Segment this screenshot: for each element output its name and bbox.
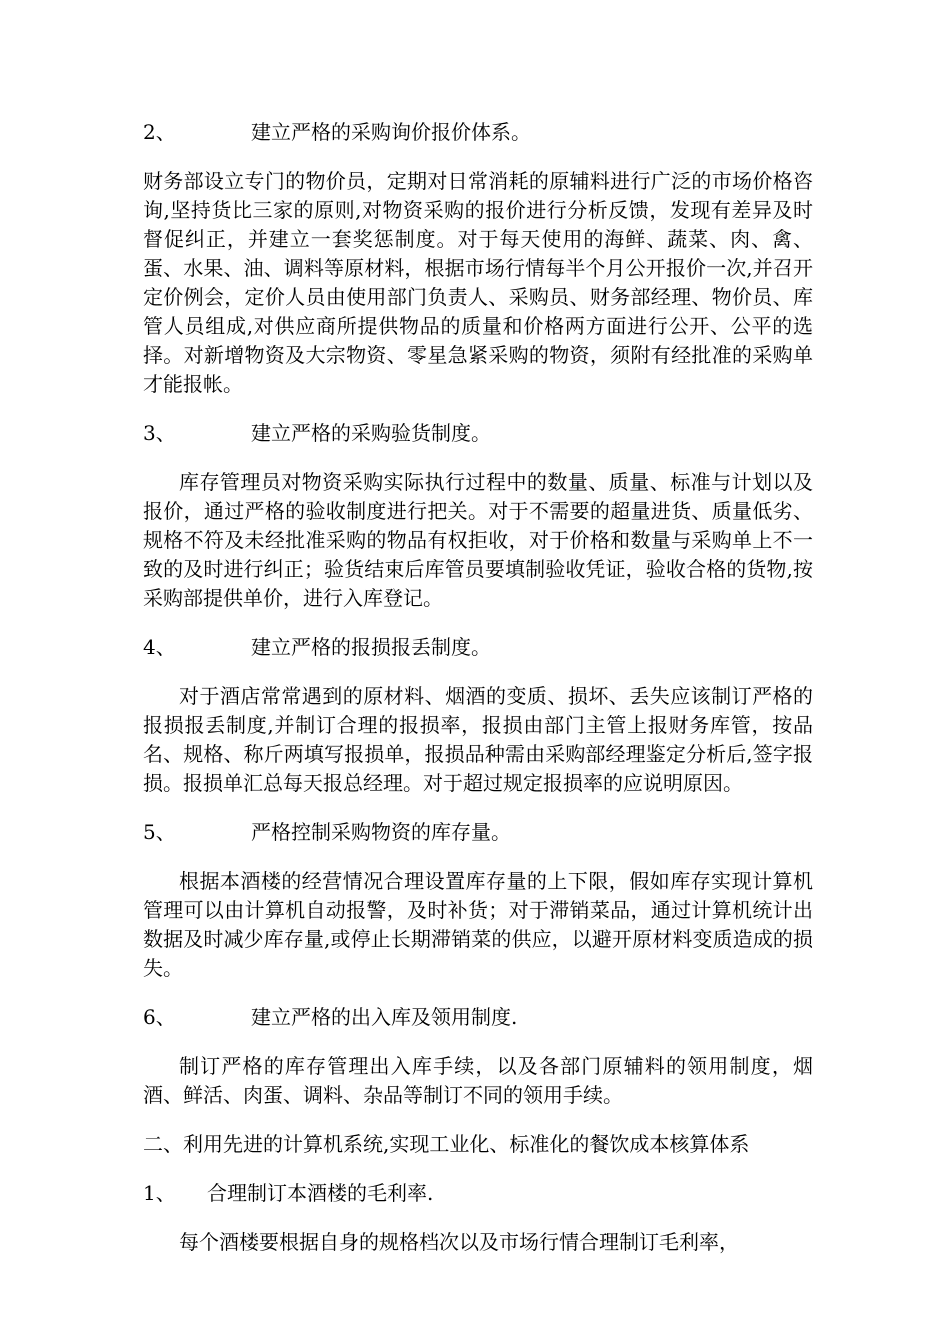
heading-text: 合理制订本酒楼的毛利率. <box>207 1181 434 1205</box>
heading-4 <box>143 633 813 662</box>
section-title-2: 二、利用先进的计算机系统,实现工业化、标准化的餐饮成本核算体系 <box>143 1132 750 1156</box>
paragraph-loss-report: 对于酒店常常遇到的原材料、烟酒的变质、损坏、丢失应该制订严格的报损报丢制度,并制订合理的报损率，报损由部门主管上报财务库管，按品名、规格、称斤两填写报损单，报损品种需由采购部经理鉴定分析后,签字报损。报损单汇总每天报总经理。对于超过规定报损率的应说明原因。 <box>143 684 813 795</box>
heading-number: 5、 <box>143 820 176 844</box>
paragraph-inventory: 根据本酒楼的经营情况合理设置库存量的上下限，假如库存实现计算机管理可以由计算机自动报警，及时补货；对于滞销菜品，通过计算机统计出数据及时减少库存量,或停止长期滞销菜的供应，以避开原材料变质造成的损失。 <box>143 869 813 980</box>
heading-text: 建立严格的采购验货制度。 <box>251 421 491 445</box>
heading-number: 2、 <box>143 120 176 144</box>
paragraph-price-inquiry: 财务部设立专门的物价员，定期对日常消耗的原辅料进行广泛的市场价格咨询,坚持货比三家的原则,对物资采购的报价进行分析反馈，发现有差异及时督促纠正，并建立一套奖惩制度。对于每天使用的海鲜、蔬菜、肉、禽、蛋、水果、油、调料等原材料，根据市场行情每半个月公开报价一次,并召开定价例会，定价人员由使用部门负责人、采购员、财务部经理、物价员、库管人员组成,对供应商所提供物品的质量和价格两方面进行公开、公平的选择。对新增物资及大宗物资、零星急紧采购的物资，须附有经批准的采购单才能报帐。 <box>143 169 813 396</box>
heading-text: 建立严格的出入库及领用制度. <box>251 1005 518 1029</box>
heading-2 <box>143 118 813 147</box>
document-page <box>143 118 813 1277</box>
heading-1 <box>143 1179 813 1208</box>
heading-number: 6、 <box>143 1005 176 1029</box>
paragraph-gross-margin: 每个酒楼要根据自身的规格档次以及市场行情合理制订毛利率， <box>179 1230 739 1254</box>
heading-number: 4、 <box>143 635 176 659</box>
paragraph-warehouse: 制订严格的库存管理出入库手续，以及各部门原辅料的领用制度，烟酒、鲜活、肉蛋、调料、杂品等制订不同的领用手续。 <box>143 1054 813 1107</box>
heading-text: 建立严格的采购询价报价体系。 <box>251 120 531 144</box>
heading-5 <box>143 818 813 847</box>
heading-text: 建立严格的报损报丢制度。 <box>251 635 491 659</box>
heading-3 <box>143 419 813 448</box>
heading-number: 3、 <box>143 421 176 445</box>
heading-text: 严格控制采购物资的库存量。 <box>251 820 511 844</box>
heading-6 <box>143 1003 813 1032</box>
paragraph-inspection: 库存管理员对物资采购实际执行过程中的数量、质量、标准与计划以及报价，通过严格的验收制度进行把关。对于不需要的超量进货、质量低劣、规格不符及未经批准采购的物品有权拒收，对于价格和数量与采购单上不一致的及时进行纠正；验货结束后库管员要填制验收凭证，验收合格的货物,按采购部提供单价，进行入库登记。 <box>143 470 813 610</box>
heading-number: 1、 <box>143 1181 176 1205</box>
